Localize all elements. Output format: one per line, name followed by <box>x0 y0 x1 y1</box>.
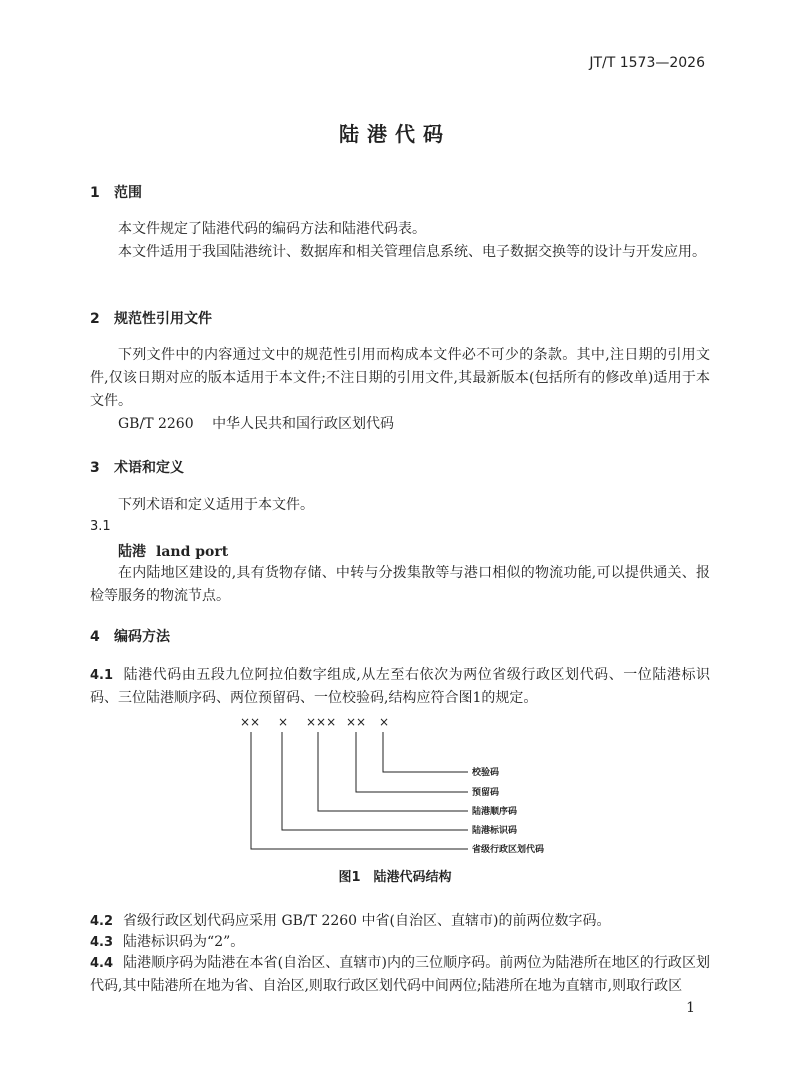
section-number: 3 <box>90 460 100 476</box>
clause-4-2 <box>90 910 710 933</box>
section-title: 编码方法 <box>114 629 170 645</box>
term-number: 3.1 <box>90 519 111 534</box>
clause-text: 陆港标识码为“2”。 <box>123 934 245 950</box>
clause-text: 省级行政区划代码应采用 GB/T 2260 中省(自治区、直辖市)的前两位数字码。 <box>123 913 611 929</box>
clause-4-4 <box>90 952 710 998</box>
section-3-para-1: 下列术语和定义适用于本文件。 <box>118 497 314 513</box>
section-4-heading <box>90 626 170 646</box>
label-province-code: 省级行政区划代码 <box>472 845 545 855</box>
clause-number: 4.1 <box>90 668 114 683</box>
segment-reserved: ×× <box>346 715 367 729</box>
section-1-para-2: 本文件适用于我国陆港统计、数据库和相关管理信息系统、电子数据交换等的设计与开发应用。 <box>118 244 706 260</box>
reference-code: GB/T 2260 <box>118 416 194 432</box>
standard-number: JT/T 1573—2026 <box>589 55 705 71</box>
code-structure-diagram <box>230 712 570 862</box>
term-chinese: 陆港 <box>118 544 146 560</box>
leader-line-province <box>251 732 468 849</box>
normative-reference <box>90 413 710 436</box>
section-number: 4 <box>90 629 100 645</box>
leader-line-check <box>383 732 468 772</box>
clause-4-3 <box>90 931 710 954</box>
leader-line-identifier <box>282 732 468 830</box>
label-identifier-code: 陆港标识码 <box>472 826 518 836</box>
page-number: 1 <box>686 1000 695 1016</box>
term-english: land port <box>156 544 229 560</box>
section-title: 范围 <box>114 185 142 201</box>
figure-caption: 图1 陆港代码结构 <box>338 870 452 885</box>
section-2-para-1: 下列文件中的内容通过文中的规范性引用而构成本文件必不可少的条款。其中,注日期的引用文件,仅该日期对应的版本适用于本文件;不注日期的引用文件,其最新版本(包括所有的修改单)适用于本文件。 <box>90 347 710 409</box>
clause-number: 4.4 <box>90 956 114 971</box>
section-number: 1 <box>90 185 100 201</box>
section-title: 规范性引用文件 <box>114 311 212 327</box>
clause-text: 陆港顺序码为陆港在本省(自治区、直辖市)内的三位顺序码。前两位为陆港所在地区的行政区划代码,其中陆港所在地为省、自治区,则取行政区划代码中间两位;陆港所在地为直辖市,则取行政区 <box>90 955 710 994</box>
section-3-heading <box>90 457 184 477</box>
term-entry <box>118 541 228 561</box>
reference-title: 中华人民共和国行政区划代码 <box>212 416 395 432</box>
label-sequence-code: 陆港顺序码 <box>472 807 518 817</box>
document-title: 陆港代码 <box>339 122 451 146</box>
segment-identifier: × <box>278 715 289 729</box>
clause-number: 4.2 <box>90 914 114 929</box>
section-1-para-1: 本文件规定了陆港代码的编码方法和陆港代码表。 <box>118 221 426 237</box>
clause-text: 陆港代码由五段九位阿拉伯数字组成,从左至右依次为两位省级行政区划代码、一位陆港标识码、三位陆港顺序码、两位预留码、一位校验码,结构应符合图1的规定。 <box>90 667 710 706</box>
section-2-heading <box>90 308 212 328</box>
segment-province: ×× <box>240 715 261 729</box>
section-1-heading <box>90 182 142 202</box>
label-check-code: 校验码 <box>472 768 500 778</box>
section-title: 术语和定义 <box>114 460 184 476</box>
leader-line-reserved <box>356 732 468 792</box>
section-number: 2 <box>90 311 100 327</box>
clause-4-1 <box>90 664 710 710</box>
term-definition: 在内陆地区建设的,具有货物存储、中转与分拨集散等与港口相似的物流功能,可以提供通关、报检等服务的物流节点。 <box>90 565 710 604</box>
segment-sequence: ××× <box>306 715 337 729</box>
figure-code-structure <box>230 712 570 862</box>
clause-number: 4.3 <box>90 935 114 950</box>
label-reserved-code: 预留码 <box>472 788 500 798</box>
segment-check: × <box>379 715 390 729</box>
